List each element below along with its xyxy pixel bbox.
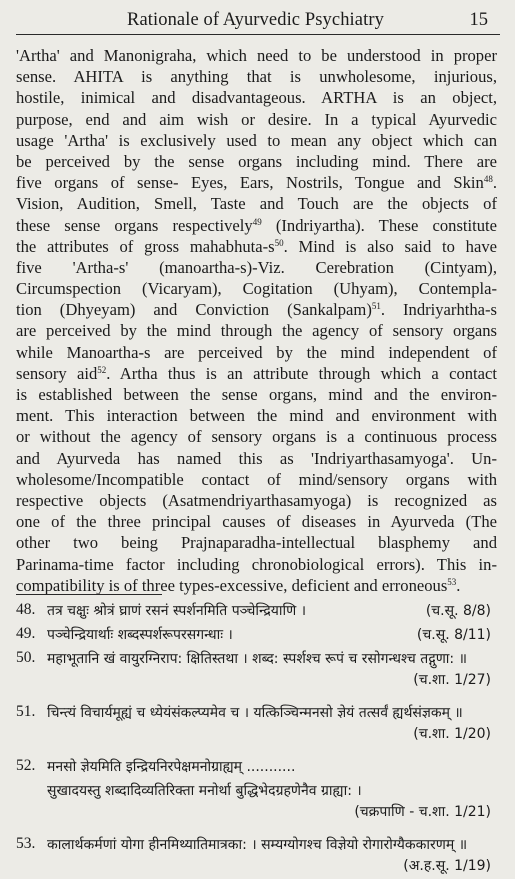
footnote-53 (16, 832, 497, 856)
footnote-51 (16, 700, 497, 724)
body-line: wholesome/Incompatible contact of mind/sensory organs with (16, 469, 497, 489)
body-line: ment. This interaction between the mind and environment with (16, 406, 497, 426)
body-line: compatibility is of three types-excessive, deficient and erroneous$^{53}$. (16, 575, 461, 595)
body-line: Parinama-time factor including chronobiological errors). This in- (16, 554, 497, 574)
body-line: five 'Artha-s' (manoartha-s)-Viz. Cerebration (Cintyam), (16, 257, 497, 277)
footnote-source: (च.सू. 8/11) (416, 627, 491, 643)
footnote-number: 50. (16, 649, 36, 666)
footnote-text: चिन्त्यं विचार्यमूह्यं च ध्येयंसंकल्प्यमेव च । यत्किञ्चिन्मनसो ज्ञेयं तत्सर्वं ह्यर्थसंज्ञकम् ॥ (47, 705, 463, 721)
body-line: hostile, inimical and disadvantageous. ARTHA is an object, (16, 88, 497, 108)
body-line: sensory aid$^{52}$. Artha thus is an attribute through which a contact (16, 363, 497, 383)
body-text (16, 45, 497, 596)
body-line: the attributes of gross mahabhuta-$s^{50}$. Mind is also said to have (16, 236, 497, 256)
footnote-source: (च.शा. 1/27) (413, 672, 491, 688)
footnote-number: 51. (16, 703, 36, 720)
body-line: 'Artha' and Manonigraha, which need to be understood in proper (16, 46, 497, 65)
body-line: are perceived by the mind through the agency of sensory organs (16, 321, 497, 341)
body-line: one of the three principal causes of diseases in Ayurveda (The (16, 512, 497, 532)
footnote-52 (16, 754, 497, 778)
footnote-text: महाभूतानि खं वायुरग्निराप: क्षितिस्तथा । शब्द: स्पर्शश्च रूपं च रसोगन्धश्च तद्गुणा: ॥ (47, 651, 467, 667)
running-title: Rationale of Ayurvedic Psychiatry (127, 10, 384, 30)
body-line: is established between the sense organs, mind and the environ- (16, 385, 497, 404)
footnote-49 (16, 622, 497, 646)
body-line: tion (Dhyeyam) and Conviction (Sankalpam)$^{51}$. Indriyarhtha-s (16, 300, 497, 320)
footnote-text: पञ्चेन्द्रियार्थाः शब्दस्पर्शरूपरसगन्धाः । (47, 627, 233, 643)
body-line: purpose, end and aim wish or desire. In a typical Ayurvedic (16, 109, 497, 129)
footnote-number: 49. (16, 625, 36, 642)
body-line: sense. AHITA is anything that is unwholesome, injurious, (16, 67, 497, 87)
footnote-marker: 51 (371, 301, 381, 312)
footnote-text: तत्र चक्षुः श्रोत्रं घ्राणं रसनं स्पर्शनमिति पञ्चेन्द्रियाणि । (47, 603, 307, 619)
page-number: 15 (469, 10, 488, 30)
body-line: these sense organs respectively$^{49}$ (Indriyartha). These constitute (16, 215, 498, 235)
body-line: while Manoartha-s are perceived by the mind independent of (16, 342, 497, 362)
footnote-number: 52. (16, 757, 36, 774)
footnote-number: 53. (16, 835, 36, 852)
body-line: and Ayurveda has named this as 'Indriyarthasamyoga'. Un- (16, 448, 497, 468)
footnote-text: कालार्थकर्मणां योगा हीनमिथ्यातिमात्रका: । सम्यग्योगश्च विज्ञेयो रोगारोग्यैककारणम् ॥ (47, 837, 468, 853)
body-line: other two being Prajnaparadha-intellectual blasphemy and (16, 533, 497, 553)
body-line: be perceived by the sense organs including mind. There are (16, 151, 497, 171)
footnote-divider (16, 594, 162, 595)
footnote-marker: 49 (252, 216, 262, 227)
footnote-48 (16, 598, 497, 622)
body-line: Circumspection (Vicaryam), Cogitation (Uhyam), Contempla- (16, 279, 497, 299)
body-line: or without the agency of sensory organs is a continuous process (16, 427, 497, 447)
footnote-number: 48. (16, 601, 36, 618)
footnote-source: (च.सू. 8/8) (425, 603, 491, 619)
footnote-source: (अ.ह.सू. 1/19) (403, 858, 491, 874)
body-line: five organs of sense- Eyes, Ears, Nostrils, Tongue and Skin$^{48}$. (16, 173, 497, 193)
footnote-marker: 52 (97, 364, 107, 375)
footnote-source: (च.शा. 1/20) (413, 726, 491, 742)
body-line: respective objects (Asatmendriyarthasamyoga) is recognized as (16, 490, 497, 510)
body-line: usage 'Artha' is exclusively used to mean any object which can (16, 130, 497, 150)
body-line: Vision, Audition, Smell, Taste and Touch are the objects of (16, 194, 497, 214)
footnote-marker: 53 (447, 576, 457, 587)
footnote-text-continued: सुखादयस्तु शब्दादिव्यतिरिक्ता मनोर्था बुद्धिभेदग्रहणेनैव ग्राह्या: । (47, 783, 362, 799)
footnote-source: (चक्रपाणि - च.शा. 1/21) (354, 804, 491, 820)
footnote-50 (16, 646, 497, 670)
footnote-text: मनसो ज्ञेयमिति इन्द्रियनिरपेक्षमनोग्राह्यम् ........... (47, 759, 296, 775)
running-header (16, 3, 500, 33)
footnotes (16, 598, 497, 877)
footnote-marker: 50 (274, 237, 284, 248)
footnote-marker: 48 (483, 174, 493, 185)
header-rule (16, 34, 500, 35)
